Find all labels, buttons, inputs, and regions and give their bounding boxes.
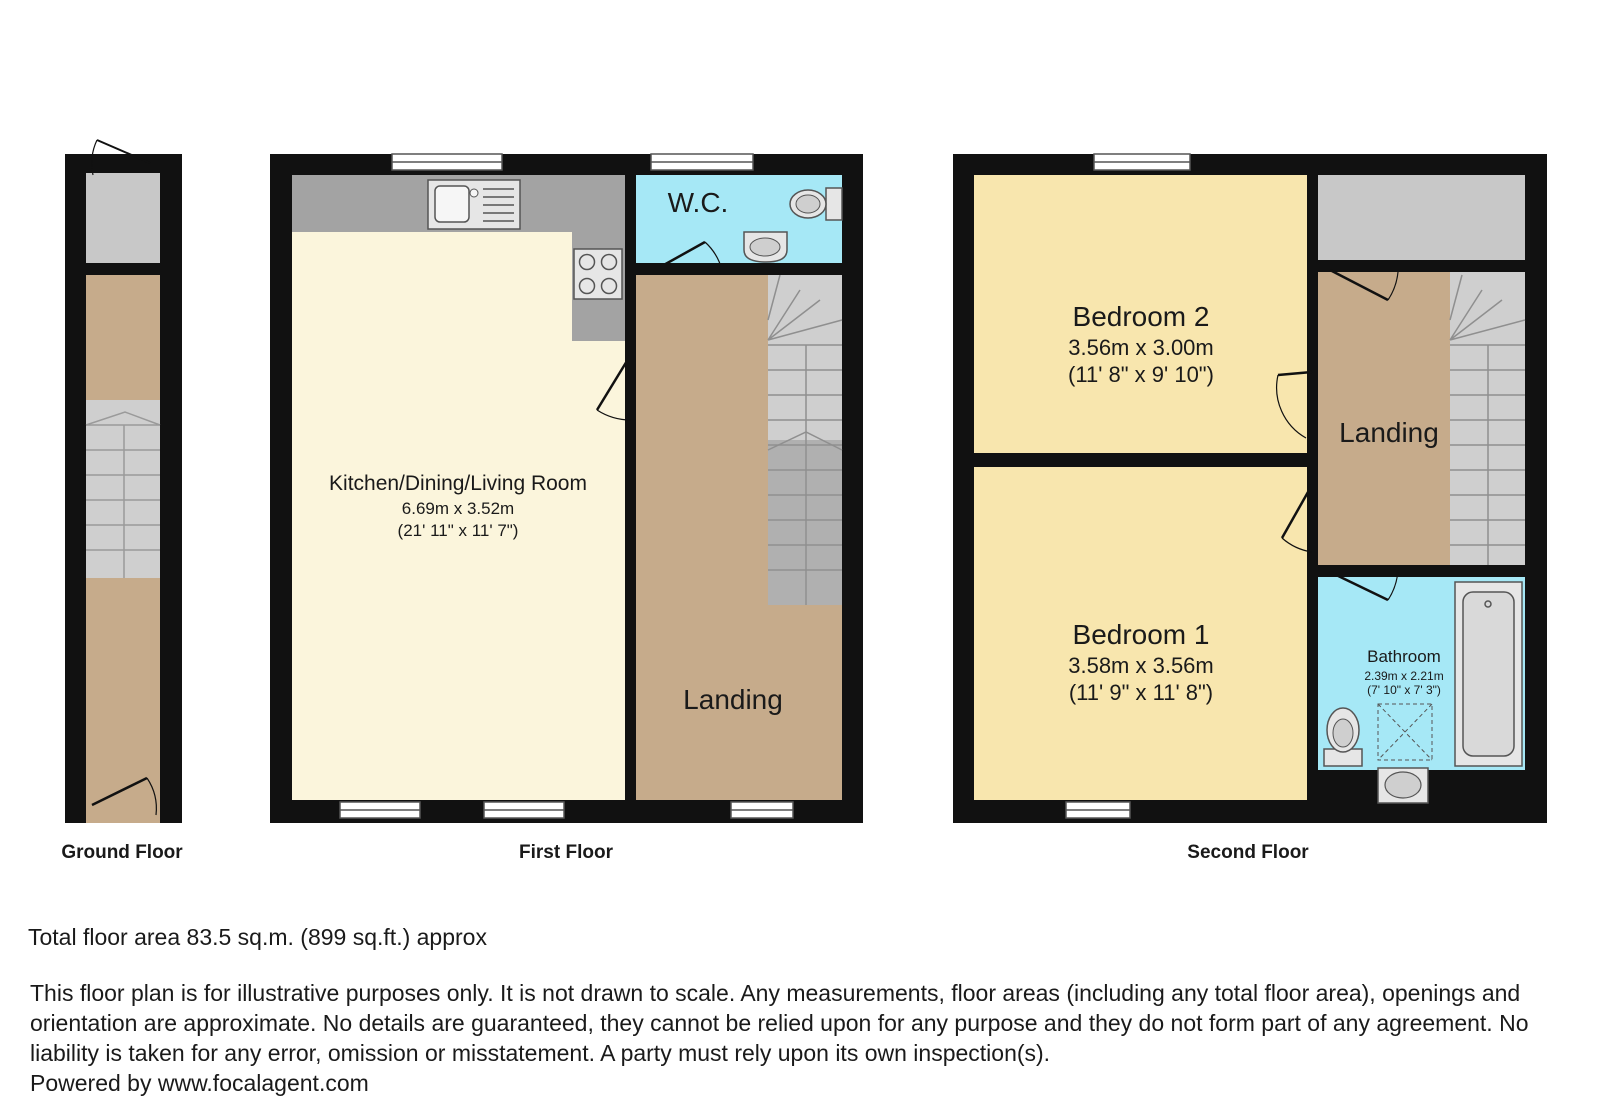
second-floor-label: Second Floor bbox=[1187, 842, 1309, 863]
disclaimer-text: This floor plan is for illustrative purposes only. It is not drawn to scale. Any measurements, floor areas (including any total floor area), openings and orientation are approximate. No details are guaranteed, they cannot be relied upon for any purpose and they do not form part of any agreement. No liability is taken for any error, omission or misstatement. A party must rely upon its own inspection(s). bbox=[30, 980, 1529, 1066]
wc-basin-icon bbox=[744, 232, 787, 262]
ground-hallway-upper bbox=[86, 275, 160, 400]
bedroom2-metric: 3.56m x 3.00m bbox=[1068, 335, 1214, 360]
bedroom-landing-wall-bottom bbox=[1307, 555, 1318, 800]
ground-floor-label: Ground Floor bbox=[61, 842, 183, 863]
bathroom-bottom-fill bbox=[1318, 770, 1378, 800]
wc-wall bbox=[636, 263, 721, 275]
kitchen-metric: 6.69m x 3.52m bbox=[401, 499, 515, 518]
second-floor-plan bbox=[953, 154, 1547, 823]
first-stairs-lower bbox=[768, 440, 842, 605]
bathroom-top-wall bbox=[1318, 565, 1525, 577]
ground-hallway-lower bbox=[86, 578, 160, 823]
bedroom-divider-wall bbox=[974, 453, 1318, 467]
wc-wall-right bbox=[721, 263, 842, 275]
ground-floor-plan bbox=[65, 140, 182, 823]
bedroom2-name: Bedroom 2 bbox=[1072, 301, 1210, 332]
second-cupboard bbox=[1318, 175, 1525, 260]
bedroom1-imperial: (11' 9" x 11' 8") bbox=[1068, 680, 1214, 705]
kitchen-name: Kitchen/Dining/Living Room bbox=[329, 472, 587, 495]
bath-icon bbox=[1455, 582, 1522, 766]
toilet-icon bbox=[790, 188, 842, 220]
bathroom-imperial: (7' 10" x 7' 3") bbox=[1367, 683, 1441, 697]
powered-by: Powered by www.focalagent.com bbox=[30, 1070, 369, 1096]
bedroom-landing-wall-mid bbox=[1307, 440, 1318, 482]
partition-wall bbox=[625, 175, 636, 340]
bedroom1-name: Bedroom 1 bbox=[1072, 619, 1210, 650]
kitchen-imperial: (21' 11" x 11' 7") bbox=[397, 521, 519, 540]
ground-cupboard bbox=[86, 173, 160, 263]
second-landing-name: Landing bbox=[1339, 417, 1439, 448]
sink-icon bbox=[428, 180, 520, 229]
total-floor-area: Total floor area 83.5 sq.m. (899 sq.ft.) approx bbox=[28, 924, 487, 950]
bedroom2-imperial: (11' 8" x 9' 10") bbox=[1068, 362, 1214, 387]
hob-icon bbox=[574, 249, 622, 299]
bedroom-landing-wall-top bbox=[1307, 175, 1318, 370]
bathroom-metric: 2.39m x 2.21m bbox=[1364, 669, 1444, 683]
disclaimer bbox=[30, 978, 1575, 1098]
wc-name: W.C. bbox=[667, 187, 729, 218]
first-floor-label: First Floor bbox=[519, 842, 613, 863]
cupboard-wall bbox=[1318, 260, 1525, 272]
bathroom-name: Bathroom bbox=[1367, 647, 1441, 666]
first-landing-name: Landing bbox=[683, 684, 783, 715]
bathroom-basin-icon bbox=[1378, 768, 1428, 803]
ground-stairs bbox=[86, 400, 160, 578]
partition-wall-lower bbox=[625, 425, 636, 800]
bedroom1-metric: 3.58m x 3.56m bbox=[1068, 653, 1214, 678]
bathroom-toilet-icon bbox=[1324, 708, 1362, 766]
bathroom-bottom-fill-right bbox=[1425, 770, 1525, 800]
